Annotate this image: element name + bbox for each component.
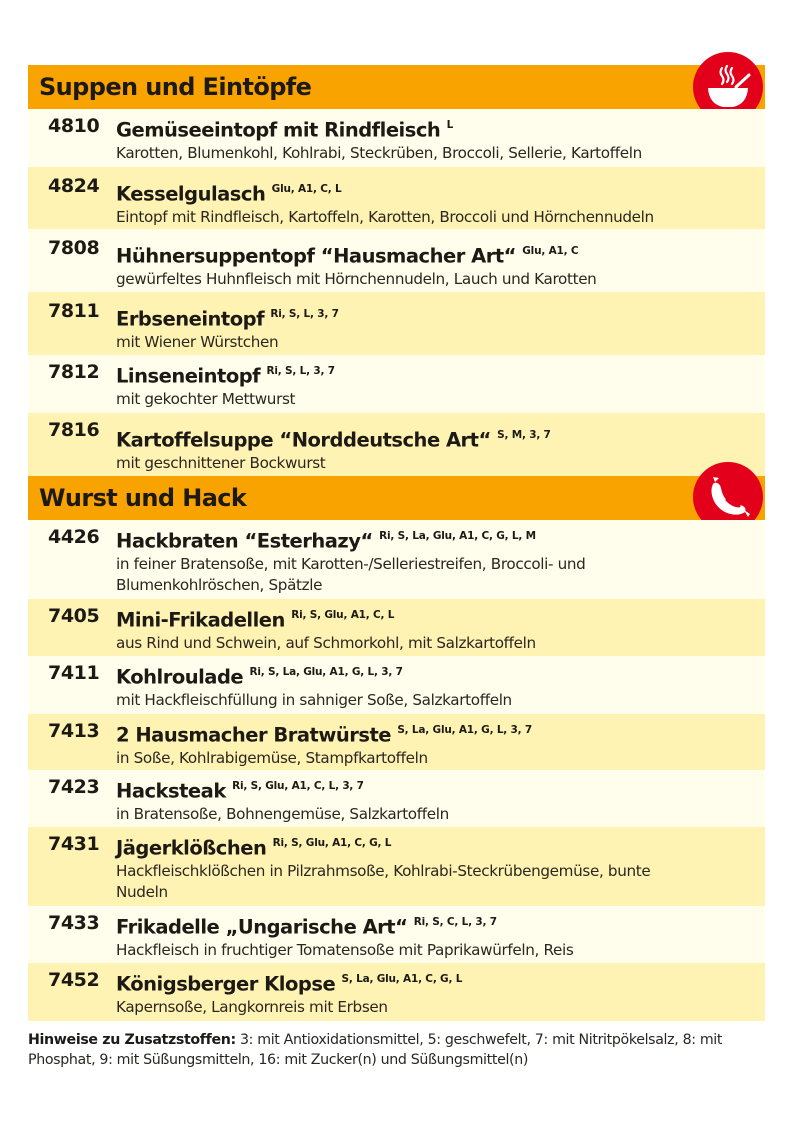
item-allergens: S, M, 3, 7 — [497, 429, 551, 441]
item-name: Hackbraten “Esterhazy“ $^{Ri, S, La, Glu, A1, C, G, L, M}$ — [116, 529, 536, 553]
item-allergens: Ri, S, L, 3, 7 — [270, 308, 339, 320]
item-number: 7816 — [48, 419, 100, 441]
item-name: Kohlroulade $^{Ri, S, La, Glu, A1, G, L, 3, 7}$ — [116, 665, 403, 689]
menu-item — [28, 167, 765, 229]
item-number: 7812 — [48, 361, 100, 383]
menu-item — [28, 292, 765, 355]
item-description: in feiner Bratensoße, mit Karotten-/Selleriestreifen, Broccoli- und Blumenkohlröschen, Spätzle — [116, 554, 586, 594]
menu-item — [28, 770, 765, 827]
item-description: Hackfleischklößchen in Pilzrahmsoße, Kohlrabi-Steckrübengemüse, bunte Nudeln — [116, 861, 651, 901]
menu-item — [28, 229, 765, 292]
section-title: Wurst und Hack — [39, 484, 247, 512]
section-header-wurst — [28, 476, 765, 520]
item-name: Linseneintopf $^{Ri, S, L, 3, 7}$ — [116, 364, 335, 388]
menu-item — [28, 520, 765, 599]
menu-item — [28, 109, 765, 167]
item-number: 7411 — [48, 662, 100, 684]
item-allergens: Glu, A1, C, L — [271, 183, 342, 195]
item-number: 4426 — [48, 526, 100, 548]
section-title: Suppen und Eintöpfe — [39, 73, 312, 101]
footnote-text: 3: mit Antioxidationsmittel, 5: geschwefelt, 7: mit Nitritpökelsalz, 8: mit Phosphat, 9: mit Süßungsmitteln, 16: mit Zucker(n) und Süßungsmittel(n) — [28, 1032, 723, 1068]
item-name: Königsberger Klopse $^{S, La, Glu, A1, C, G, L}$ — [116, 972, 463, 996]
item-allergens: Ri, S, L, 3, 7 — [266, 365, 335, 377]
menu-item — [28, 599, 765, 656]
item-allergens: L — [446, 119, 454, 131]
item-name: 2 Hausmacher Bratwürste $^{S, La, Glu, A1, G, L, 3, 7}$ — [116, 723, 533, 747]
item-allergens: S, La, Glu, A1, C, G, L — [341, 973, 463, 985]
item-allergens: S, La, Glu, A1, G, L, 3, 7 — [397, 724, 533, 736]
footnote-label: Hinweise zu Zusatzstoffen: — [28, 1032, 236, 1048]
item-number: 7808 — [48, 237, 100, 259]
item-number: 7452 — [48, 969, 100, 991]
item-name: Kartoffelsuppe “Norddeutsche Art“ $^{S, M, 3, 7}$ — [116, 428, 551, 452]
menu-item — [28, 355, 765, 413]
item-number: 4810 — [48, 115, 100, 137]
menu-item — [28, 906, 765, 963]
item-number: 7423 — [48, 776, 100, 798]
item-allergens: Glu, A1, C — [522, 245, 579, 257]
item-description: Hackfleisch in fruchtiger Tomatensoße mit Paprikawürfeln, Reis — [116, 940, 574, 959]
item-name: Erbseneintopf $^{Ri, S, L, 3, 7}$ — [116, 307, 339, 331]
item-description: Kapernsoße, Langkornreis mit Erbsen — [116, 997, 388, 1016]
item-number: 7433 — [48, 912, 100, 934]
item-description: in Bratensoße, Bohnengemüse, Salzkartoffeln — [116, 804, 449, 823]
item-description: mit geschnittener Bockwurst — [116, 453, 326, 472]
item-allergens: Ri, S, C, L, 3, 7 — [413, 916, 497, 928]
item-name: Frikadelle „Ungarische Art“ $^{Ri, S, C, L, 3, 7}$ — [116, 915, 497, 939]
item-description: mit Hackfleischfüllung in sahniger Soße, Salzkartoffeln — [116, 690, 512, 709]
item-number: 4824 — [48, 175, 100, 197]
item-description: aus Rind und Schwein, auf Schmorkohl, mit Salzkartoffeln — [116, 633, 536, 652]
item-name: Hühnersuppentopf “Hausmacher Art“ $^{Glu, A1, C}$ — [116, 244, 579, 268]
item-allergens: Ri, S, La, Glu, A1, C, G, L, M — [379, 530, 536, 542]
menu-item — [28, 656, 765, 714]
item-description: mit gekochter Mettwurst — [116, 389, 296, 408]
item-number: 7405 — [48, 605, 100, 627]
item-number: 7431 — [48, 833, 100, 855]
item-number: 7413 — [48, 720, 100, 742]
item-description: mit Wiener Würstchen — [116, 332, 279, 351]
menu-item — [28, 413, 765, 476]
item-name: Jägerklößchen $^{Ri, S, Glu, A1, C, G, L}$ — [116, 836, 392, 860]
section-header-suppen — [28, 65, 765, 109]
item-name: Hacksteak $^{Ri, S, Glu, A1, C, L, 3, 7}$ — [116, 779, 364, 803]
menu-item — [28, 714, 765, 770]
item-allergens: Ri, S, Glu, A1, C, G, L — [272, 837, 392, 849]
item-allergens: Ri, S, La, Glu, A1, G, L, 3, 7 — [249, 666, 403, 678]
item-allergens: Ri, S, Glu, A1, C, L — [291, 609, 395, 621]
item-number: 7811 — [48, 300, 100, 322]
item-name: Gemüseeintopf mit Rindfleisch $^L$ — [116, 118, 454, 142]
item-description: Karotten, Blumenkohl, Kohlrabi, Steckrüben, Broccoli, Sellerie, Kartoffeln — [116, 143, 642, 162]
item-name: Kesselgulasch $^{Glu, A1, C, L}$ — [116, 182, 342, 206]
item-allergens: Ri, S, Glu, A1, C, L, 3, 7 — [232, 780, 364, 792]
menu-page — [28, 65, 765, 1021]
item-description: gewürfeltes Huhnfleisch mit Hörnchennudeln, Lauch und Karotten — [116, 269, 597, 288]
menu-item — [28, 963, 765, 1021]
additives-footnote — [28, 1031, 768, 1070]
item-name: Mini-Frikadellen $^{Ri, S, Glu, A1, C, L}$ — [116, 608, 395, 632]
menu-item — [28, 827, 765, 906]
item-description: Eintopf mit Rindfleisch, Kartoffeln, Karotten, Broccoli und Hörnchennudeln — [116, 207, 654, 226]
item-description: in Soße, Kohlrabigemüse, Stampfkartoffeln — [116, 748, 428, 767]
